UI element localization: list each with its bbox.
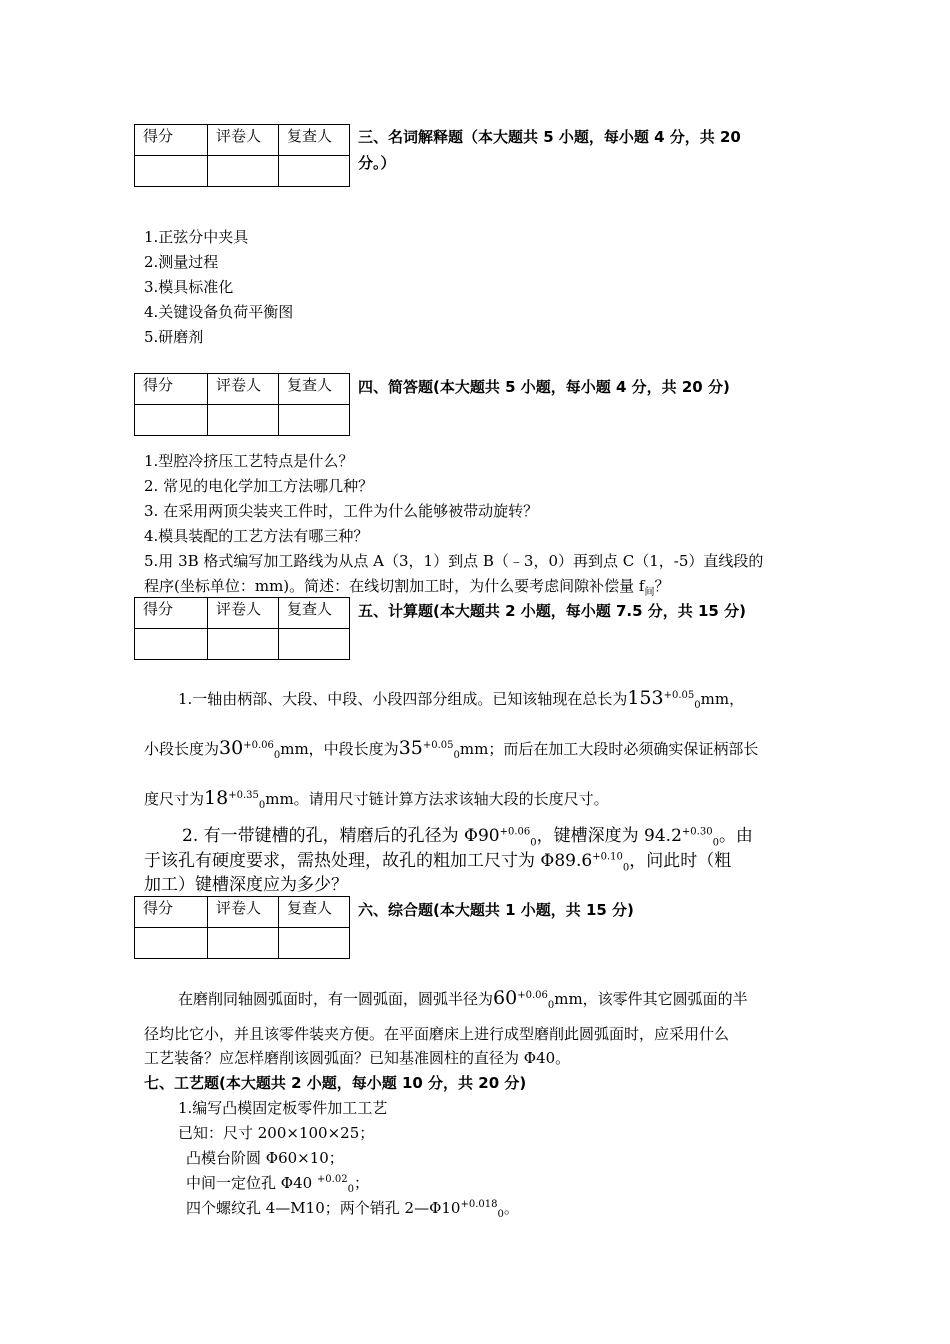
- grader-cell[interactable]: [208, 629, 279, 660]
- unit-text: mm。请用尺寸链计算方法求该轴大段的长度尺寸。: [265, 790, 609, 808]
- s6-line2: 径均比它小，并且该零件装夹方便。在平面磨床上进行成型磨削此圆弧面时，应采用什么: [144, 1025, 730, 1043]
- s5-q2-text: 。由: [718, 826, 753, 846]
- s4-item-1: 1.型腔冷挤压工艺特点是什么？: [144, 452, 354, 470]
- tolerance-upper: +0.02: [316, 1174, 348, 1185]
- s7-line4: [186, 1171, 369, 1195]
- s7-line3: 凸模台阶圆 Φ60×10；: [186, 1149, 344, 1167]
- grader-label: 评卷人: [208, 374, 279, 405]
- grader-label: 评卷人: [208, 125, 279, 156]
- s6-line1: [178, 986, 748, 1011]
- unit-text: mm；而后在加工大段时必须确实保证柄部长: [459, 740, 759, 758]
- checker-cell[interactable]: [279, 156, 350, 187]
- s5-q2-line1: [182, 824, 753, 848]
- tolerance-lower: 0: [258, 800, 266, 811]
- tolerance-lower: 0: [273, 750, 281, 761]
- tolerance-upper: +0.018: [460, 1199, 498, 1210]
- score-label: 得分: [135, 125, 208, 156]
- s6-text: mm，该零件其它圆弧面的半: [554, 990, 748, 1008]
- s5-q1-text: 小段长度为: [144, 740, 220, 758]
- s7-line2: 已知：尺寸 200×100×25；: [178, 1124, 375, 1142]
- section-6-heading: 六、综合题(本大题共 1 小题，共 15 分): [358, 901, 634, 919]
- dim-value: 18: [204, 787, 229, 809]
- s4-item-5-cont: [144, 574, 670, 598]
- score-label: 得分: [135, 897, 208, 928]
- unit-text: mm，: [700, 690, 745, 708]
- tolerance-upper: +0.05: [663, 690, 695, 701]
- score-table-s5: [134, 597, 350, 660]
- score-cell[interactable]: [135, 156, 208, 187]
- s5-q1-line3: [144, 786, 609, 811]
- tolerance-upper: +0.06: [517, 990, 548, 1001]
- tolerance-upper: +0.06: [499, 826, 531, 838]
- s5-q2-text: 2. 有一带键槽的孔，精磨后的孔径为 Φ90: [182, 826, 500, 846]
- s3-item-4: 4.关键设备负荷平衡图: [144, 303, 294, 321]
- section-4-heading: 四、简答题(本大题共 5 小题，每小题 4 分，共 20 分): [358, 378, 730, 396]
- s7-text: ；: [353, 1174, 369, 1192]
- s7-line5: [186, 1196, 519, 1220]
- grader-label: 评卷人: [208, 598, 279, 629]
- grader-cell[interactable]: [208, 928, 279, 959]
- s4-item-5-end: ？: [654, 577, 670, 595]
- s3-item-1: 1.正弦分中夹具: [144, 228, 249, 246]
- s5-q1-line2: [144, 736, 758, 761]
- checker-label: 复查人: [279, 125, 350, 156]
- s4-item-5: 5.用 3B 格式编写加工路线为从点 A（3，1）到点 B（﹣3，0）再到点 C（1，-5）直线段的: [144, 552, 764, 570]
- tolerance-upper: +0.10: [592, 851, 623, 863]
- tolerance-lower: 0: [530, 837, 537, 849]
- tolerance-lower: 0: [547, 1000, 555, 1011]
- score-cell[interactable]: [135, 405, 208, 436]
- s5-q2-text: 于该孔有硬度要求，需热处理，故孔的粗加工尺寸为 Φ89.6: [144, 851, 593, 871]
- s5-q1-text: 度尺寸为: [144, 790, 205, 808]
- grader-cell[interactable]: [208, 405, 279, 436]
- score-cell[interactable]: [135, 629, 208, 660]
- s5-q1-text: 1.一轴由柄部、大段、中段、小段四部分组成。已知该轴现在总长为: [178, 690, 628, 708]
- s6-line3: 工艺装备？应怎样磨削该圆弧面？已知基准圆柱的直径为 Φ40。: [144, 1049, 571, 1067]
- grader-cell[interactable]: [208, 156, 279, 187]
- tolerance-upper: +0.35: [228, 790, 259, 801]
- unit-text: mm，中段长度为: [280, 740, 399, 758]
- tolerance-upper: +0.06: [243, 740, 274, 751]
- tolerance-lower: 0: [712, 837, 719, 849]
- checker-cell[interactable]: [279, 405, 350, 436]
- section-7-heading: 七、工艺题(本大题共 2 小题，每小题 10 分，共 20 分): [144, 1074, 527, 1092]
- tolerance-lower: 0: [347, 1184, 354, 1195]
- tolerance-lower: 0: [453, 750, 460, 761]
- s4-item-2: 2. 常见的电化学加工方法哪几种？: [144, 477, 374, 495]
- score-cell[interactable]: [135, 928, 208, 959]
- score-table-s3: [134, 124, 350, 187]
- s7-text: 四个螺纹孔 4—M10；两个销孔 2—Φ10: [186, 1199, 461, 1217]
- s5-q1-line1: [178, 686, 744, 711]
- s4-item-4: 4.模具装配的工艺方法有哪三种？: [144, 527, 369, 545]
- tolerance-upper: +0.30: [681, 826, 713, 838]
- s3-item-2: 2.测量过程: [144, 253, 219, 271]
- checker-cell[interactable]: [279, 928, 350, 959]
- section-5-heading: 五、计算题(本大题共 2 小题，每小题 7.5 分，共 15 分): [358, 602, 746, 620]
- s7-text: 中间一定位孔 Φ40: [186, 1174, 317, 1192]
- s5-q2-line2: [144, 849, 731, 873]
- s4-item-3: 3. 在采用两顶尖装夹工件时，工件为什么能够被带动旋转？: [144, 502, 539, 520]
- s3-item-3: 3.模具标准化: [144, 278, 234, 296]
- dim-value: 30: [219, 737, 244, 759]
- section-3-heading-cont: 分。）: [358, 154, 396, 172]
- s5-q2-line3: 加工）键槽深度应为多少？: [144, 875, 348, 895]
- dim-value: 35: [398, 737, 423, 759]
- grader-label: 评卷人: [208, 897, 279, 928]
- s5-q2-text: ，键槽深度为 94.2: [536, 826, 682, 846]
- score-table-s6: [134, 896, 350, 959]
- tolerance-lower: 0: [497, 1209, 504, 1220]
- tolerance-lower: 0: [694, 700, 701, 711]
- s4-item-5-cont-text: 程序(坐标单位：mm)。简述：在线切割加工时，为什么要考虑间隙补偿量 f: [144, 577, 645, 595]
- s7-line1: 1.编写凸模固定板零件加工工艺: [178, 1099, 388, 1117]
- score-label: 得分: [135, 374, 208, 405]
- tolerance-upper: +0.05: [422, 740, 454, 751]
- s6-text: 在磨削同轴圆弧面时，有一圆弧面，圆弧半径为: [178, 990, 494, 1008]
- tolerance-lower: 0: [622, 862, 630, 874]
- checker-cell[interactable]: [279, 629, 350, 660]
- score-label: 得分: [135, 598, 208, 629]
- gap-subscript: 间: [644, 587, 655, 598]
- dim-value: 153: [627, 687, 664, 709]
- s3-item-5: 5.研磨剂: [144, 328, 204, 346]
- section-3-heading: 三、名词解释题（本大题共 5 小题，每小题 4 分，共 20: [358, 128, 741, 146]
- s7-text: 。: [503, 1199, 519, 1217]
- checker-label: 复查人: [279, 598, 350, 629]
- dim-value: 60: [493, 987, 518, 1009]
- checker-label: 复查人: [279, 374, 350, 405]
- score-table-s4: [134, 373, 350, 436]
- checker-label: 复查人: [279, 897, 350, 928]
- s5-q2-text: ，问此时（粗: [629, 851, 732, 871]
